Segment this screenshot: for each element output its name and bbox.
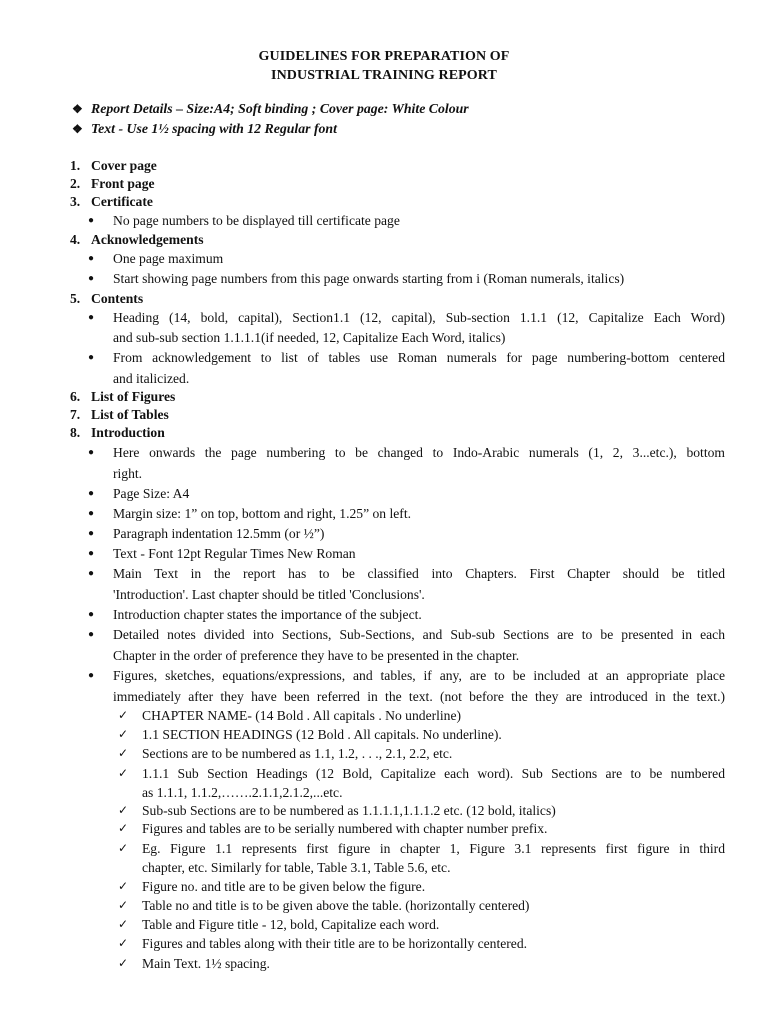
- bullet-icon: ●: [88, 352, 95, 363]
- check-icon: ✓: [118, 898, 129, 912]
- check-icon: ✓: [118, 766, 129, 780]
- bullet-icon: ●: [88, 253, 95, 264]
- check-icon: ✓: [118, 956, 129, 970]
- check-icon: ✓: [118, 917, 129, 931]
- bullet-icon: ●: [88, 447, 95, 458]
- bullet-icon: ●: [88, 215, 95, 226]
- list-item-continuation: 'Introduction'. Last chapter should be titled 'Conclusions'.: [113, 587, 425, 602]
- check-icon: ✓: [118, 708, 129, 722]
- check-icon: ✓: [118, 936, 129, 950]
- bullet-icon: ●: [88, 629, 95, 640]
- diamond-bullet-icon: ❖: [72, 122, 83, 136]
- diamond-bullet-icon: ❖: [72, 102, 83, 116]
- bullet-icon: ●: [88, 528, 95, 539]
- section-contents: 5. Contents: [70, 291, 144, 306]
- section-list-of-figures: 6. List of Figures: [70, 389, 176, 404]
- bullet-icon: ●: [88, 670, 95, 681]
- bullet-icon: ●: [88, 568, 95, 579]
- section-certificate: 3. Certificate: [70, 194, 153, 209]
- check-icon: ✓: [118, 821, 129, 835]
- bullet-icon: ●: [88, 609, 95, 620]
- checklist-item-continuation: as 1.1.1, 1.1.2,…….2.1.1,2.1.2,...etc.: [142, 785, 343, 800]
- document-title-line-1: GUIDELINES FOR PREPARATION OF: [258, 49, 510, 64]
- bullet-icon: ●: [88, 488, 95, 499]
- bullet-icon: ●: [88, 312, 95, 323]
- section-cover-page: 1. Cover page: [70, 158, 157, 173]
- section-acknowledgements: 4. Acknowledgements: [70, 232, 204, 247]
- check-icon: ✓: [118, 727, 129, 741]
- list-item-continuation: right.: [113, 466, 143, 481]
- check-icon: ✓: [118, 841, 129, 855]
- checklist-item-continuation: chapter, etc. Similarly for table, Table 3.1, Table 5.6, etc.: [142, 860, 451, 875]
- check-icon: ✓: [118, 879, 129, 893]
- bullet-icon: ●: [88, 548, 95, 559]
- section-list-of-tables: 7. List of Tables: [70, 407, 169, 422]
- list-item-continuation: immediately after they have been referred in the text. (not before the they are introduced in the text.): [113, 689, 725, 704]
- report-details-item: [72, 99, 469, 119]
- text-spacing-item: [72, 119, 337, 139]
- list-item-continuation: and italicized.: [113, 371, 190, 386]
- document-page: GUIDELINES FOR PREPARATION OF INDUSTRIAL TRAINING REPORT ❖ Report Details – Size:A4; Soft binding ; Cover page: White Colour ❖ Text - Use 1½ spacing with 12 Regular font 1. Cover page 2. Front page 3. Certificate ● No page numbers to be displayed till certificate page 4. Acknowledgements ● One page maximum ● Start showing page numbers from this page onwards starting from i (Roman numerals, italics) 5. Contents ● Heading (14, bold, capital), Section1.1 (12, capital), Sub-section 1.1.1 (12, Capitalize Each Word) and sub-sub section 1.1.1.1(if needed, 12, Capitalize Each Word, italics) ● From acknowledgement to list of tables use Roman numerals for page numbering-bottom centered and italicized. 6. List of Figures 7. List of Tables 8. Introduction ● Here onwards the page numbering to be changed to Indo-Arabic numerals (1, 2, 3...etc.), bottom right. ● Page Size: A4 ● Margin size: 1” on top, bottom and right, 1.25” on left. ● Paragraph indentation 12.5mm (or ½”) ● Text - Font 12pt Regular Times New Roman ● Main Text in the report has to be classified into Chapters. First Chapter should be titled 'Introduction'. Last chapter should be titled 'Conclusions'. ● Introduction chapter states the importance of the subject. ● Detailed notes divided into Sections, Sub-Sections, and Sub-sub Sections are to be presented in each Chapter in the order of preference they have to be presented in the chapter. ● Figures, sketches, equations/expressions, and tables, if any, are to be included at an appropriate place immediately after they have been referred in the text. (not before the they are introduced in the text.) ✓ CHAPTER NAME- (14 Bold . All capitals . No underline) ✓ 1.1 SECTION HEADINGS (12 Bold . All capitals. No underline). ✓ Sections are to be numbered as 1.1, 1.2, . . ., 2.1, 2.2, etc. ✓ 1.1.1 Sub Section Headings (12 Bold, Capitalize each word). Sub Sections are to be numbered as 1.1.1, 1.1.2,…….2.1.1,2.1.2,...etc. ✓ Sub-sub Sections are to be numbered as 1.1.1.1,1.1.1.2 etc. (12 bold, italics) ✓ Figures and tables are to be serially numbered with chapter number prefix. ✓ Eg. Figure 1.1 represents first figure in chapter 1, Figure 3.1 represents first figure in third chapter, etc. Similarly for table, Table 3.1, Table 5.6, etc. ✓ Figure no. and title are to be given below the figure. ✓ Table no and title is to be given above the table. (horizontally centered) ✓ Table and Figure title - 12, bold, Capitalize each word. ✓ Figures and tables along with their title are to be horizontally centered. ✓ Main Text. 1½ spacing.: [0, 0, 768, 1024]
- list-item-continuation: and sub-sub section 1.1.1.1(if needed, 12, Capitalize Each Word, italics): [113, 330, 506, 345]
- list-item-continuation: Chapter in the order of preference they have to be presented in the chapter.: [113, 648, 520, 663]
- section-introduction: 8. Introduction: [70, 425, 165, 440]
- bullet-icon: ●: [88, 273, 95, 284]
- check-icon: ✓: [118, 803, 129, 817]
- report-details-text: Report Details – Size:A4; Soft binding ; Cover page: White Colour: [91, 101, 469, 116]
- bullet-icon: ●: [88, 508, 95, 519]
- text-spacing-text: Text - Use 1½ spacing with 12 Regular font: [91, 121, 337, 136]
- check-icon: ✓: [118, 746, 129, 760]
- section-front-page: 2. Front page: [70, 176, 155, 191]
- document-title-line-2: INDUSTRIAL TRAINING REPORT: [271, 68, 497, 83]
